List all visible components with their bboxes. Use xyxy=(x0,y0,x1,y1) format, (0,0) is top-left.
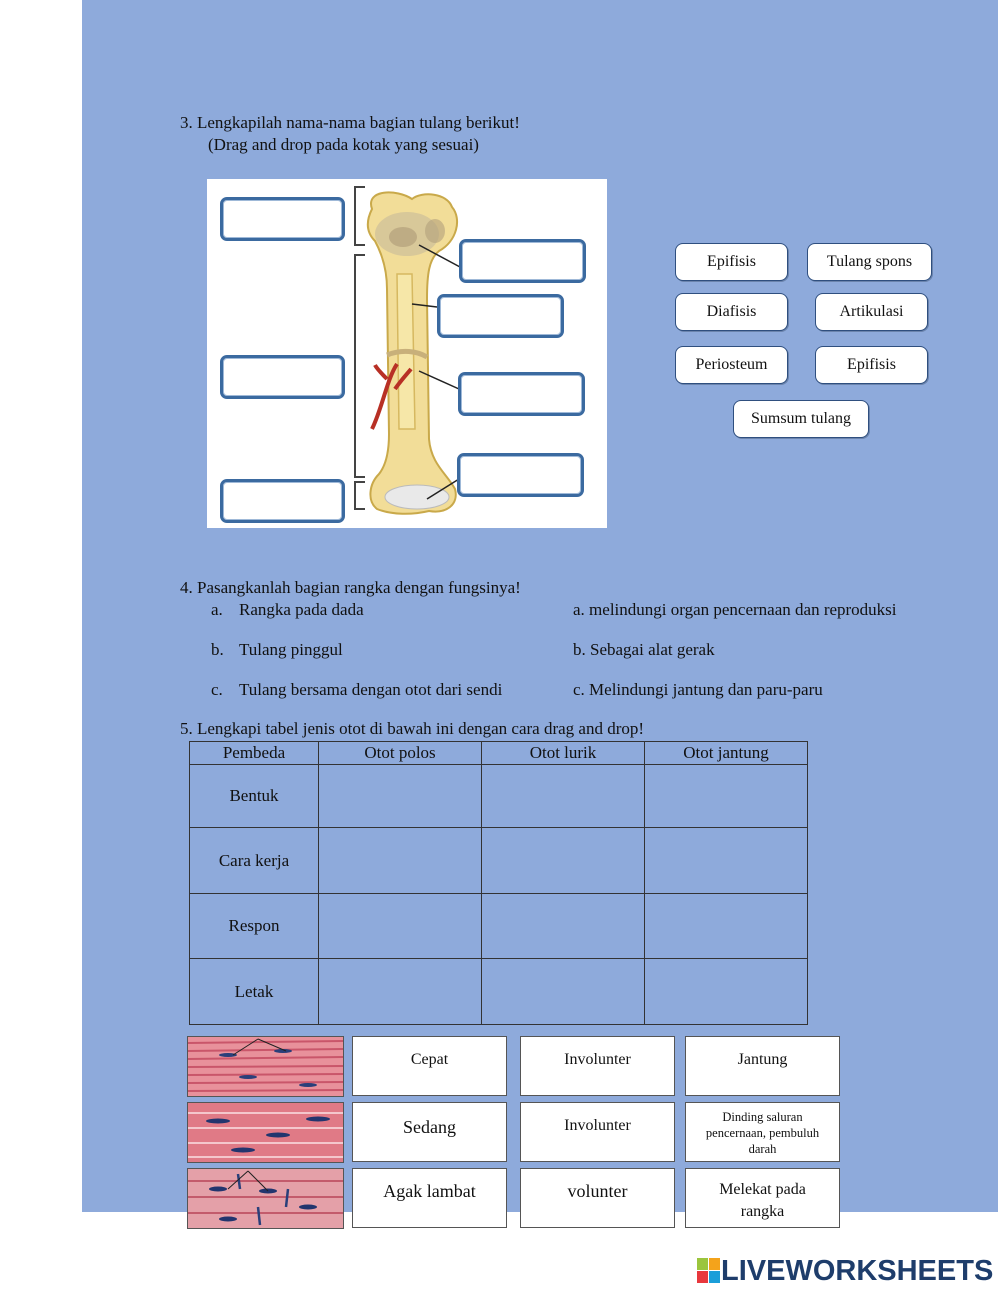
option-epifisis-2[interactable]: Epifisis xyxy=(815,346,928,384)
header-otot-lurik: Otot lurik xyxy=(482,742,645,765)
drop-cell[interactable] xyxy=(645,828,808,894)
drop-box-spongy-bone[interactable] xyxy=(459,239,586,283)
q5-instruction: 5. Lengkapi tabel jenis otot di bawah ini dengan cara drag and drop! xyxy=(180,719,645,738)
muscle-image-smooth[interactable] xyxy=(187,1102,344,1163)
drop-cell[interactable] xyxy=(482,765,645,828)
muscle-image-skeletal[interactable] xyxy=(187,1036,344,1097)
q3-subinstruction: (Drag and drop pada kotak yang sesuai) xyxy=(208,135,479,154)
option-tulang-spons[interactable]: Tulang spons xyxy=(807,243,932,281)
drop-cell[interactable] xyxy=(645,765,808,828)
muscle-image-cardiac[interactable] xyxy=(187,1168,344,1229)
q4-left-letter-a: a. xyxy=(211,600,223,619)
table-header-row xyxy=(190,742,808,765)
logo-mark-icon xyxy=(697,1258,721,1284)
drop-cell[interactable] xyxy=(319,959,482,1025)
row-label-cara-kerja: Cara kerja xyxy=(190,828,319,894)
drop-box-epiphysis-top[interactable] xyxy=(220,197,345,241)
q4-left-letter-b: b. xyxy=(211,640,224,659)
card-cepat[interactable]: Cepat xyxy=(352,1036,507,1096)
card-line-1: Melekat pada xyxy=(719,1180,806,1198)
q4-right-item-b[interactable]: b. Sebagai alat gerak xyxy=(573,640,715,659)
drop-cell[interactable] xyxy=(319,894,482,959)
card-volunter[interactable]: volunter xyxy=(520,1168,675,1228)
drop-cell[interactable] xyxy=(645,959,808,1025)
card-involunter-2[interactable]: Involunter xyxy=(520,1102,675,1162)
cardiac-muscle-illustration xyxy=(188,1169,344,1229)
q4-left-letter-c: c. xyxy=(211,680,223,699)
brand-name: LIVEWORKSHEETS xyxy=(721,1254,994,1287)
table-row xyxy=(190,894,808,959)
q4-left-item-c[interactable]: Tulang bersama dengan otot dari sendi xyxy=(239,680,503,699)
table-row xyxy=(190,765,808,828)
drop-box-articulation[interactable] xyxy=(457,453,584,497)
option-sumsum-tulang[interactable]: Sumsum tulang xyxy=(733,400,869,438)
drop-box-diaphysis[interactable] xyxy=(220,355,345,399)
drop-cell[interactable] xyxy=(482,959,645,1025)
drop-box-epiphysis-bottom[interactable] xyxy=(220,479,345,523)
q4-left-item-a[interactable]: Rangka pada dada xyxy=(239,600,364,619)
option-epifisis-1[interactable]: Epifisis xyxy=(675,243,788,281)
bone-diagram xyxy=(207,179,607,528)
drop-box-periosteum[interactable] xyxy=(458,372,585,416)
card-melekat-pada-rangka[interactable] xyxy=(685,1168,840,1228)
smooth-muscle-illustration xyxy=(188,1103,344,1163)
drop-cell[interactable] xyxy=(319,828,482,894)
header-pembeda: Pembeda xyxy=(190,742,319,765)
option-periosteum[interactable]: Periosteum xyxy=(675,346,788,384)
q4-left-item-b[interactable]: Tulang pinggul xyxy=(239,640,343,659)
q3-instruction: 3. Lengkapilah nama-nama bagian tulang berikut! xyxy=(180,113,520,132)
liveworksheets-logo xyxy=(697,1256,993,1286)
drop-cell[interactable] xyxy=(482,894,645,959)
row-label-respon: Respon xyxy=(190,894,319,959)
muscle-table xyxy=(189,741,808,1025)
table-row xyxy=(190,959,808,1025)
card-jantung[interactable]: Jantung xyxy=(685,1036,840,1096)
q4-right-item-c[interactable]: c. Melindungi jantung dan paru-paru xyxy=(573,680,823,699)
row-label-letak: Letak xyxy=(190,959,319,1025)
table-row xyxy=(190,828,808,894)
drop-cell[interactable] xyxy=(645,894,808,959)
card-involunter-1[interactable]: Involunter xyxy=(520,1036,675,1096)
skeletal-muscle-illustration xyxy=(188,1037,344,1097)
option-diafisis[interactable]: Diafisis xyxy=(675,293,788,331)
row-label-bentuk: Bentuk xyxy=(190,765,319,828)
option-artikulasi[interactable]: Artikulasi xyxy=(815,293,928,331)
card-agak-lambat[interactable]: Agak lambat xyxy=(352,1168,507,1228)
card-dinding-saluran[interactable]: Dinding saluran pencernaan, pembuluh darah xyxy=(685,1102,840,1162)
drop-cell[interactable] xyxy=(482,828,645,894)
card-sedang[interactable]: Sedang xyxy=(352,1102,507,1162)
drop-box-marrow[interactable] xyxy=(437,294,564,338)
header-otot-jantung: Otot jantung xyxy=(645,742,808,765)
q4-right-item-a[interactable]: a. melindungi organ pencernaan dan reproduksi xyxy=(573,600,897,619)
drop-cell[interactable] xyxy=(319,765,482,828)
card-line-2: rangka xyxy=(740,1202,785,1220)
header-otot-polos: Otot polos xyxy=(319,742,482,765)
q4-instruction: 4. Pasangkanlah bagian rangka dengan fungsinya! xyxy=(180,578,521,597)
